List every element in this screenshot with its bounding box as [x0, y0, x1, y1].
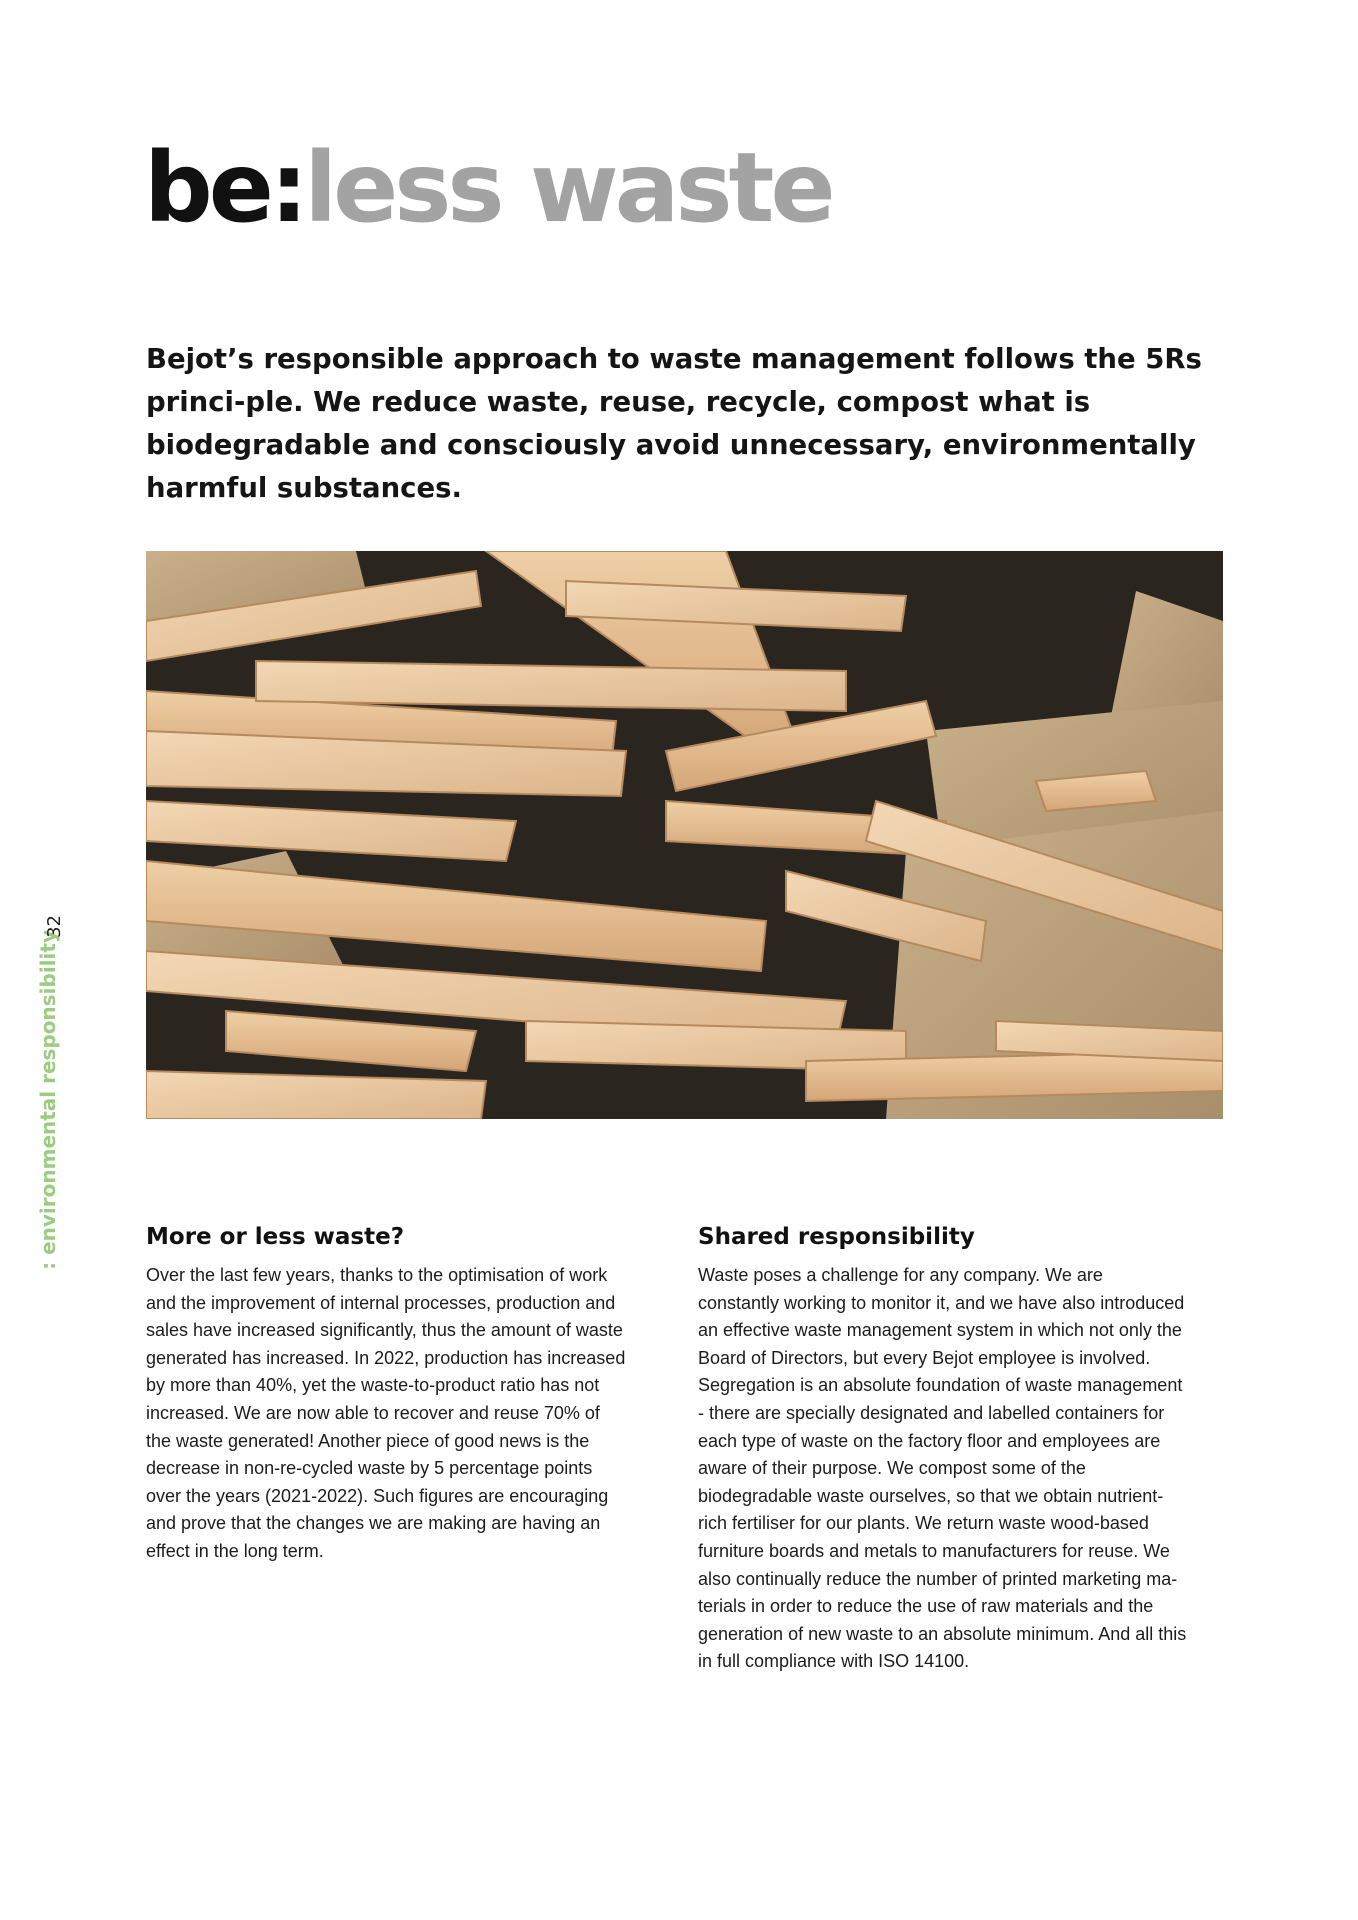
wood-waste-photo	[146, 551, 1223, 1119]
section-more-or-less-waste	[146, 1222, 626, 1566]
section-heading: Shared responsibility	[698, 1224, 975, 1250]
section-heading: More or less waste?	[146, 1224, 405, 1250]
section-side-label: : environmental responsibility	[36, 930, 60, 1270]
section-body: Over the last few years, thanks to the optimisation of work and the improvement of internal processes, production and sales have increased significantly, thus the amount of waste generated has increased. In 2022, production has increased by more than 40%, yet the waste-to-product ratio has not increased. We are now able to recover and reuse 70% of the waste generated! Another piece of good news is the decrease in non-re-cycled waste by 5 percentage points over the years (2021-2022). Such figures are encouraging and prove that the changes we are making are having an effect in the long term.	[146, 1265, 626, 1561]
page-title	[144, 132, 832, 244]
title-accent: less waste	[304, 132, 832, 244]
lead-paragraph: Bejot’s responsible approach to waste management follows the 5Rs princi-ple. We reduce waste, reuse, recycle, compost what is biodegradable and consciously avoid unnecessary, environmentally harmful substances.	[146, 343, 1202, 504]
title-prefix: be:	[144, 132, 305, 244]
section-body: Waste poses a challenge for any company. We are constantly working to monitor it, and we have also introduced an effective waste management system in which not only the Board of Directors, but every Bejot employee is involved. Segregation is an absolute foundation of waste management - there are specially designated and labelled containers for each type of waste on the factory floor and employees are aware of their purpose. We compost some of the biodegradable waste ourselves, so that we obtain nutrient-rich fertiliser for our plants. We return waste wood-based furniture boards and metals to manufacturers for reuse. We also continually reduce the number of printed marketing ma-terials in order to reduce the use of raw materials and the generation of new waste to an absolute minimum. And all this in full compliance with ISO 14100.	[698, 1265, 1187, 1672]
section-shared-responsibility	[698, 1222, 1188, 1676]
page-number: 32	[44, 915, 65, 938]
